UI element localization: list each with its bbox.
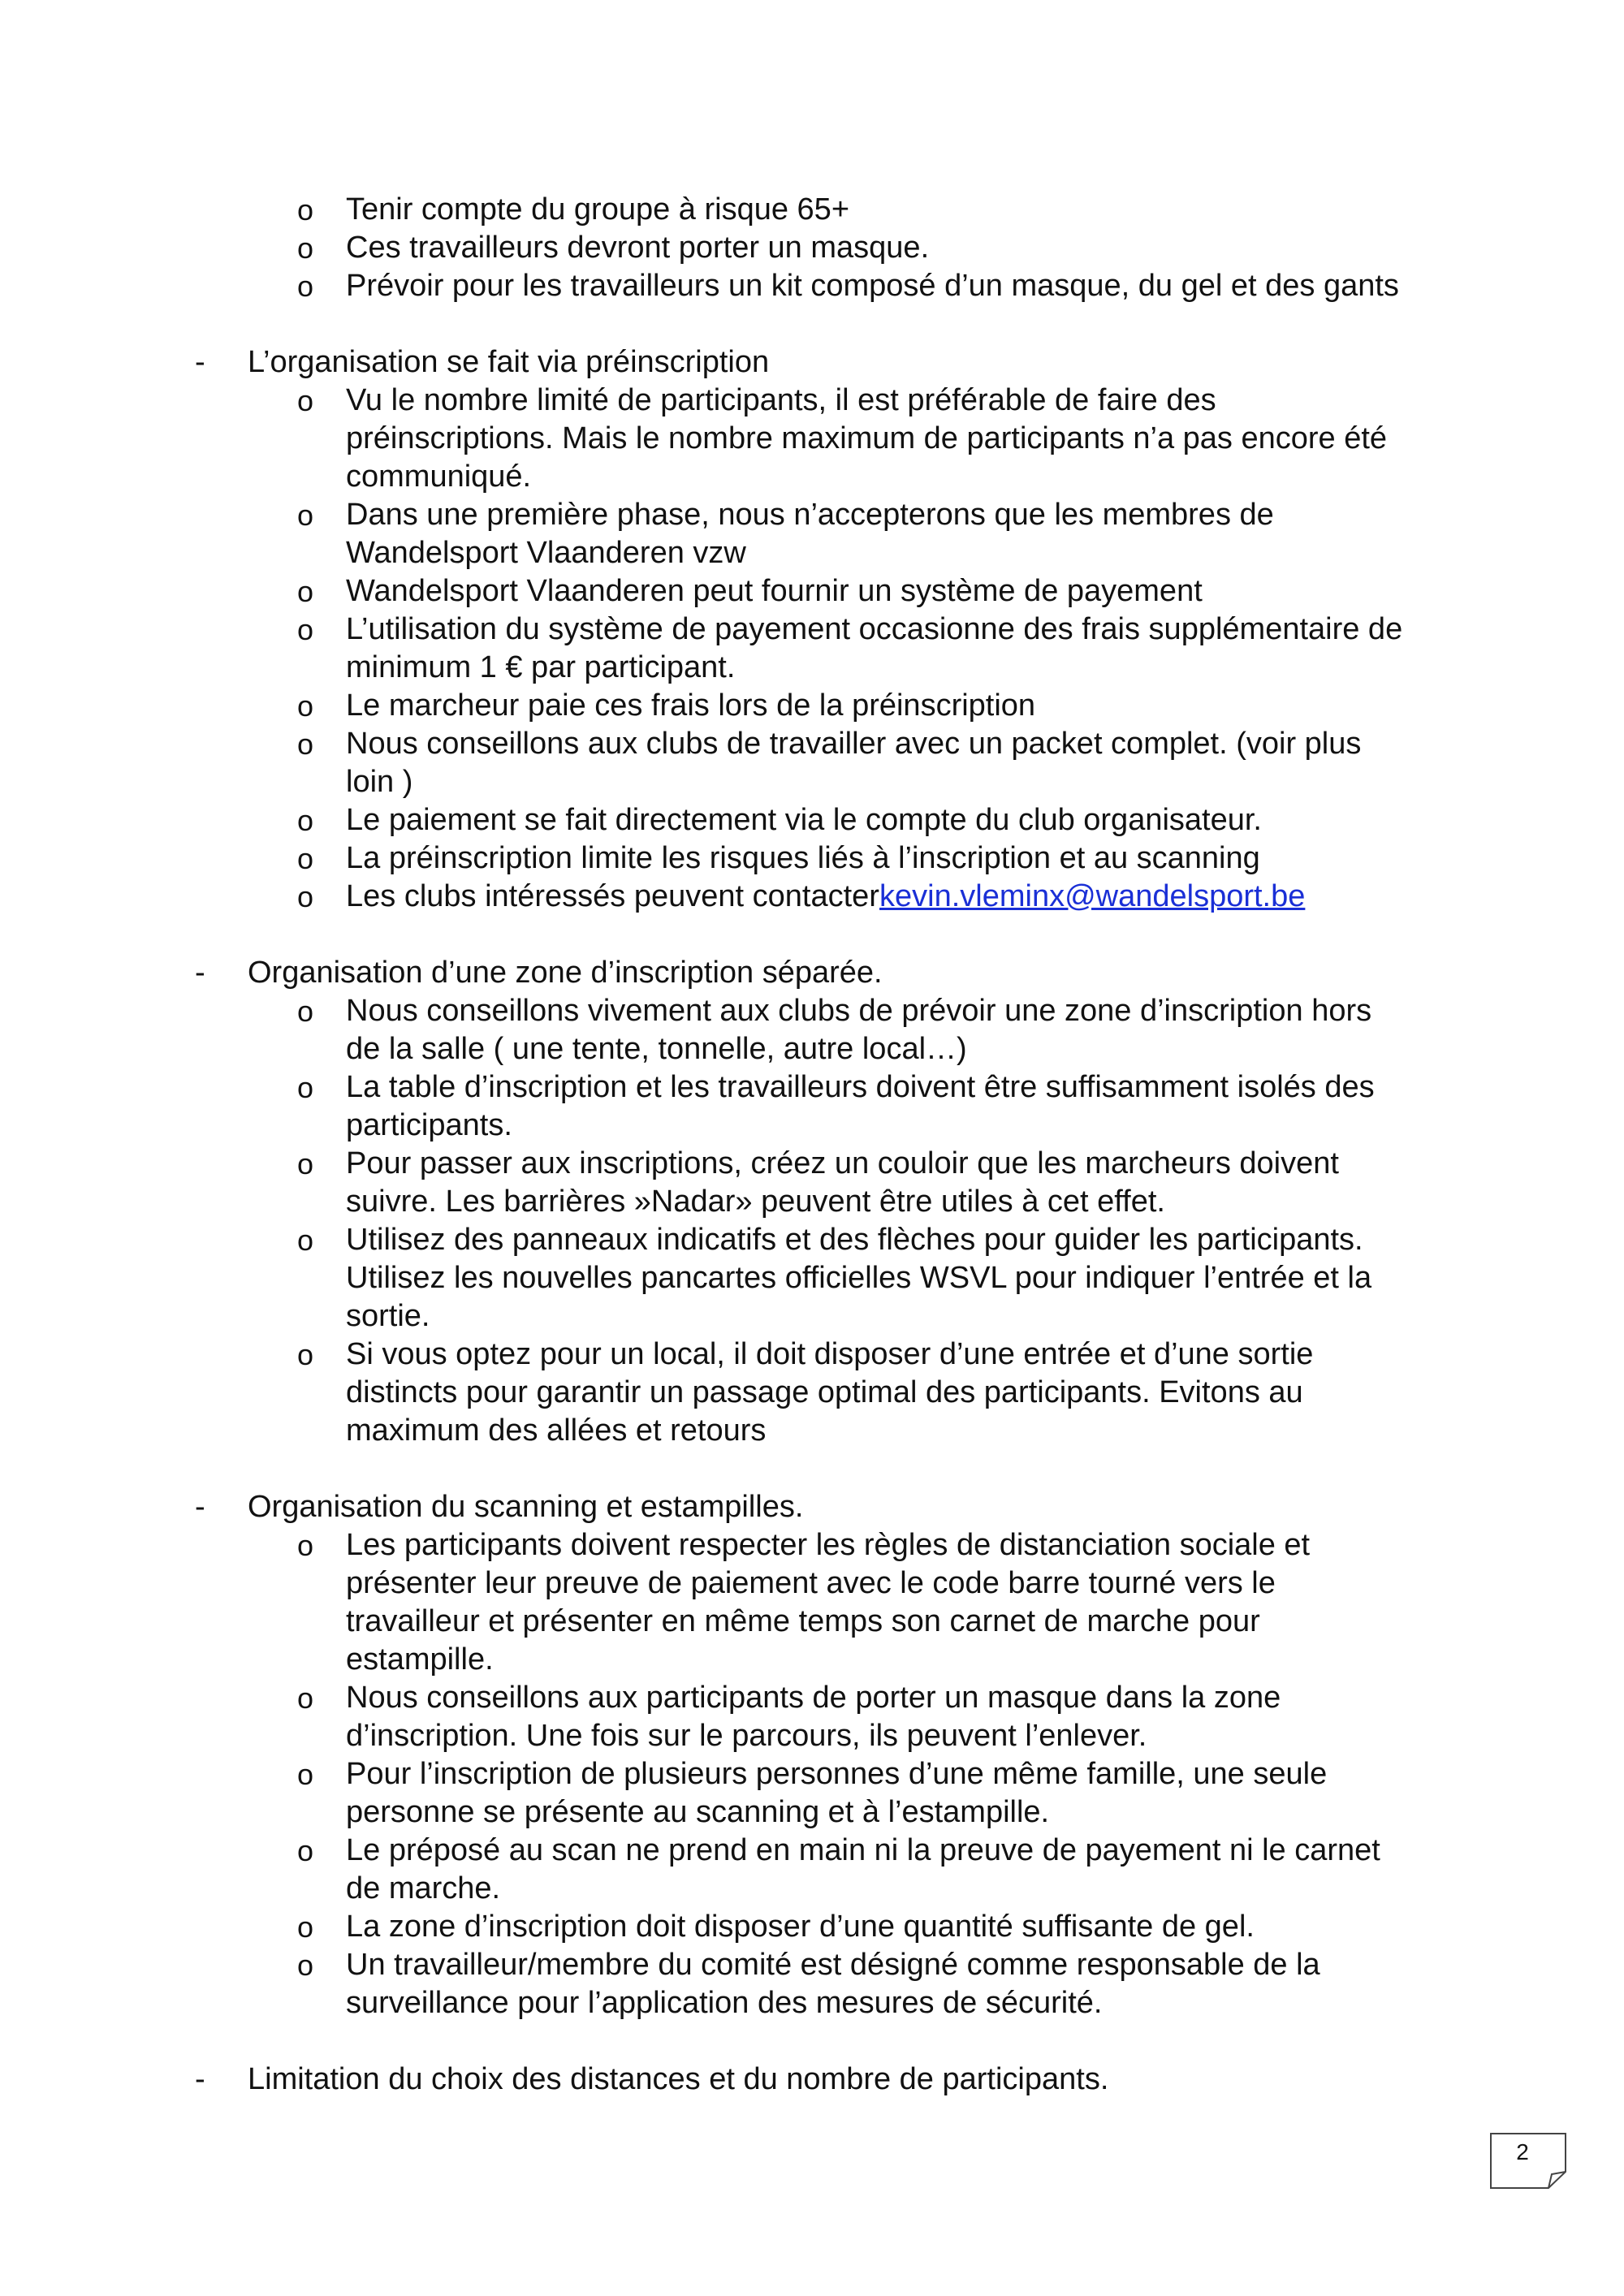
item-text: Les participants doivent respecter les règles de distanciation sociale et [346, 1528, 1311, 1562]
heading-text: L’organisation se fait via préinscription [248, 345, 770, 379]
item-text: La zone d’inscription doit disposer d’une quantité suffisante de gel. [346, 1910, 1255, 1944]
list-item-continuation [0, 1297, 1624, 1336]
item-text: surveillance pour l’application des mesures de sécurité. [346, 1986, 1103, 2020]
circle-bullet: o [297, 804, 314, 837]
item-text: Nous conseillons vivement aux clubs de prévoir une zone d’inscription hors [346, 994, 1372, 1028]
list-item [0, 611, 1624, 649]
list-item [0, 1946, 1624, 1984]
list-item-continuation [0, 1259, 1624, 1297]
item-text: d’inscription. Une fois sur le parcours, ils peuvent l’enlever. [346, 1719, 1147, 1753]
circle-bullet: o [297, 1529, 314, 1562]
item-text: préinscriptions. Mais le nombre maximum de participants n’a pas encore été [346, 421, 1388, 455]
item-text: Pour passer aux inscriptions, créez un couloir que les marcheurs doivent [346, 1146, 1339, 1180]
list-item [0, 496, 1624, 534]
list-item-continuation [0, 1603, 1624, 1641]
list-item [0, 1526, 1624, 1564]
list-item-continuation [0, 1793, 1624, 1832]
circle-bullet: o [297, 842, 314, 875]
item-text: minimum 1 € par participant. [346, 650, 736, 684]
circle-bullet: o [297, 880, 314, 913]
page-number: 2 [1516, 2139, 1529, 2164]
section-heading [0, 954, 1624, 992]
item-text: Si vous optez pour un local, il doit disposer d’une entrée et d’une sortie [346, 1337, 1314, 1371]
item-text: Wandelsport Vlaanderen vzw [346, 536, 746, 570]
item-text: estampille. [346, 1642, 494, 1677]
email-link[interactable]: kevin.vleminx@wandelsport.be [879, 879, 1306, 913]
list-item [0, 1832, 1624, 1870]
circle-bullet: o [297, 498, 314, 532]
list-item [0, 1068, 1624, 1107]
circle-bullet: o [297, 1758, 314, 1791]
item-text: sortie. [346, 1299, 430, 1333]
list-item-continuation [0, 458, 1624, 496]
list-item-continuation [0, 1030, 1624, 1068]
list-item-continuation [0, 1984, 1624, 2022]
item-text: Le préposé au scan ne prend en main ni la preuve de payement ni le carnet [346, 1833, 1380, 1867]
page-number-box [1490, 2133, 1568, 2190]
list-item-continuation [0, 1374, 1624, 1412]
item-text: de la salle ( une tente, tonnelle, autre local…) [346, 1032, 967, 1066]
circle-bullet: o [297, 727, 314, 761]
item-text: Le paiement se fait directement via le compte du club organisateur. [346, 803, 1262, 837]
circle-bullet: o [297, 1224, 314, 1257]
list-item [0, 191, 1624, 229]
item-text: Tenir compte du groupe à risque 65+ [346, 192, 850, 227]
list-item-continuation [0, 1564, 1624, 1603]
circle-bullet: o [297, 995, 314, 1028]
list-item-continuation [0, 1412, 1624, 1450]
circle-bullet: o [297, 193, 314, 227]
item-text: La table d’inscription et les travailleurs doivent être suffisamment isolés des [346, 1070, 1375, 1104]
item-text: maximum des allées et retours [346, 1413, 767, 1448]
dash-bullet: - [195, 345, 205, 379]
list-item [0, 1221, 1624, 1259]
item-text: travailleur et présenter en même temps son carnet de marche pour [346, 1604, 1260, 1638]
dash-bullet: - [195, 956, 205, 990]
item-text: participants. [346, 1108, 512, 1142]
circle-bullet: o [297, 1338, 314, 1371]
list-item-continuation [0, 1107, 1624, 1145]
circle-bullet: o [297, 231, 314, 265]
list-item [0, 572, 1624, 611]
item-text: Un travailleur/membre du comité est désigné comme responsable de la [346, 1948, 1320, 1982]
list-item [0, 382, 1624, 420]
list-item [0, 267, 1624, 305]
circle-bullet: o [297, 1949, 314, 1982]
circle-bullet: o [297, 1910, 314, 1944]
circle-bullet: o [297, 575, 314, 608]
heading-text: Limitation du choix des distances et du nombre de participants. [248, 2062, 1109, 2096]
section-heading [0, 343, 1624, 382]
item-text: loin ) [346, 765, 413, 799]
circle-bullet: o [297, 613, 314, 646]
list-item [0, 878, 1624, 916]
list-item-continuation [0, 534, 1624, 572]
list-item-continuation [0, 1717, 1624, 1755]
list-item-continuation [0, 763, 1624, 801]
item-text: Utilisez des panneaux indicatifs et des flèches pour guider les participants. [346, 1223, 1363, 1257]
circle-bullet: o [297, 1147, 314, 1180]
item-text: Nous conseillons aux participants de porter un masque dans la zone [346, 1681, 1281, 1715]
list-item [0, 229, 1624, 267]
list-item [0, 839, 1624, 878]
list-item [0, 1679, 1624, 1717]
list-item [0, 1145, 1624, 1183]
item-text: Pour l’inscription de plusieurs personnes d’une même famille, une seule [346, 1757, 1328, 1791]
list-item [0, 801, 1624, 839]
item-text: Vu le nombre limité de participants, il est préférable de faire des [346, 383, 1216, 417]
item-text: Ces travailleurs devront porter un masque. [346, 231, 930, 265]
circle-bullet: o [297, 1071, 314, 1104]
item-text: personne se présente au scanning et à l’estampille. [346, 1795, 1050, 1829]
item-text: Les clubs intéressés peuvent contacter [346, 879, 879, 913]
list-item-continuation [0, 1183, 1624, 1221]
heading-text: Organisation d’une zone d’inscription séparée. [248, 956, 883, 990]
item-text: présenter leur preuve de paiement avec le code barre tourné vers le [346, 1566, 1276, 1600]
section-heading [0, 1488, 1624, 1526]
circle-bullet: o [297, 689, 314, 723]
dash-bullet: - [195, 2062, 205, 2096]
list-item [0, 687, 1624, 725]
list-item-continuation [0, 420, 1624, 458]
item-text: Le marcheur paie ces frais lors de la préinscription [346, 688, 1036, 723]
heading-text: Organisation du scanning et estampilles. [248, 1490, 804, 1524]
item-text: suivre. Les barrières »Nadar» peuvent être utiles à cet effet. [346, 1185, 1165, 1219]
list-item [0, 725, 1624, 763]
list-item-continuation [0, 649, 1624, 687]
item-text: Wandelsport Vlaanderen peut fournir un système de payement [346, 574, 1203, 608]
list-item-continuation [0, 1870, 1624, 1908]
list-item [0, 1336, 1624, 1374]
circle-bullet: o [297, 1681, 314, 1715]
item-text: de marche. [346, 1871, 501, 1905]
circle-bullet: o [297, 1834, 314, 1867]
circle-bullet: o [297, 384, 314, 417]
item-text: La préinscription limite les risques liés à l’inscription et au scanning [346, 841, 1260, 875]
section-heading [0, 2061, 1624, 2099]
list-item [0, 992, 1624, 1030]
list-item [0, 1755, 1624, 1793]
item-text: Prévoir pour les travailleurs un kit composé d’un masque, du gel et des gants [346, 269, 1399, 303]
item-text: Nous conseillons aux clubs de travailler avec un packet complet. (voir plus [346, 727, 1362, 761]
item-text: distincts pour garantir un passage optimal des participants. Evitons au [346, 1375, 1303, 1409]
list-item [0, 1908, 1624, 1946]
item-text: Dans une première phase, nous n’accepterons que les membres de [346, 498, 1274, 532]
circle-bullet: o [297, 270, 314, 303]
item-text: L’utilisation du système de payement occasionne des frais supplémentaire de [346, 612, 1403, 646]
dash-bullet: - [195, 1490, 205, 1524]
list-item-continuation [0, 1641, 1624, 1679]
item-text: Utilisez les nouvelles pancartes officielles WSVL pour indiquer l’entrée et la [346, 1261, 1372, 1295]
item-text: communiqué. [346, 460, 532, 494]
